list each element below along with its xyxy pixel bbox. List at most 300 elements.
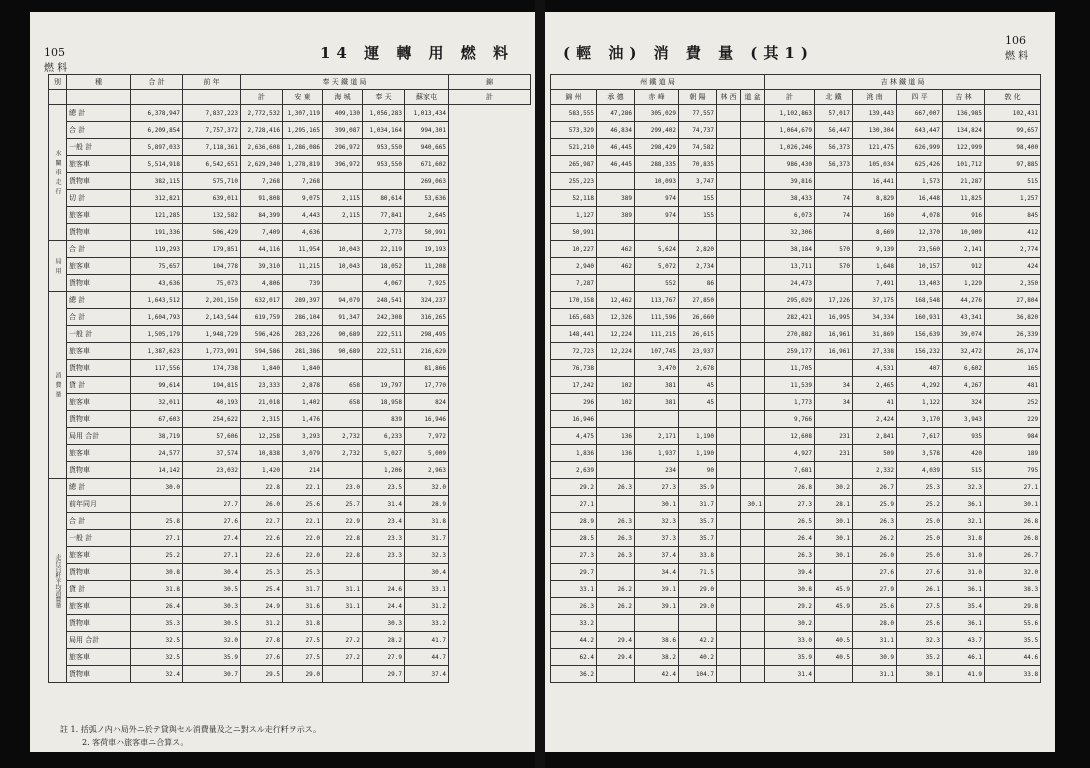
table-cell: 25.0: [897, 530, 943, 547]
table-cell: [131, 496, 183, 513]
table-cell: 27.7: [183, 496, 241, 513]
row-label: 一般 計: [67, 139, 131, 156]
table-cell: 1,307,119: [283, 105, 323, 122]
table-cell: [815, 615, 853, 632]
table-cell: [679, 411, 717, 428]
header-station: 洮 南: [853, 90, 897, 105]
table-cell: [717, 224, 741, 241]
table-cell: 1,937: [635, 445, 679, 462]
table-cell: 265,987: [551, 156, 597, 173]
table-cell: 27.6: [853, 564, 897, 581]
row-label: 貨物車: [67, 666, 131, 683]
table-row: [49, 292, 531, 309]
table-row: [551, 581, 1041, 598]
table-cell: 105,034: [853, 156, 897, 173]
table-cell: 28.9: [405, 496, 449, 513]
table-cell: 4,267: [943, 377, 985, 394]
table-cell: 282,421: [765, 309, 815, 326]
table-cell: 10,909: [943, 224, 985, 241]
table-cell: 940,665: [405, 139, 449, 156]
table-row: [551, 564, 1041, 581]
table-row: [49, 343, 531, 360]
table-cell: 9,766: [765, 411, 815, 428]
row-label: 局用 合計: [67, 632, 131, 649]
table-cell: [717, 666, 741, 683]
table-cell: 56,373: [815, 156, 853, 173]
table-cell: 658: [323, 394, 363, 411]
table-cell: 216,629: [405, 343, 449, 360]
table-cell: 45: [679, 377, 717, 394]
table-cell: 2,734: [679, 258, 717, 275]
table-cell: 583,555: [551, 105, 597, 122]
table-cell: 396,972: [323, 156, 363, 173]
table-cell: 33.2: [405, 615, 449, 632]
table-cell: 34.4: [635, 564, 679, 581]
table-row: [551, 360, 1041, 377]
table-cell: 248,541: [363, 292, 405, 309]
table-cell: 35.5: [985, 632, 1041, 649]
table-cell: 27.1: [985, 479, 1041, 496]
table-cell: 35.9: [183, 649, 241, 666]
row-label: 前年同月: [67, 496, 131, 513]
table-cell: 953,550: [363, 156, 405, 173]
table-cell: 28.9: [551, 513, 597, 530]
table-cell: 2,115: [323, 190, 363, 207]
table-cell: 515: [985, 173, 1041, 190]
table-cell: 29.2: [765, 598, 815, 615]
table-cell: [815, 411, 853, 428]
table-cell: 22.6: [241, 530, 283, 547]
table-cell: 99,614: [131, 377, 183, 394]
table-cell: 296,972: [323, 139, 363, 156]
table-cell: [717, 462, 741, 479]
table-row: [49, 258, 531, 275]
table-cell: [717, 411, 741, 428]
table-cell: 25.0: [897, 547, 943, 564]
table-cell: 29.4: [597, 649, 635, 666]
table-cell: [741, 343, 765, 360]
left-page-label: 燃 料: [44, 63, 68, 74]
table-cell: 242,308: [363, 309, 405, 326]
table-cell: 6,233: [363, 428, 405, 445]
table-cell: [741, 479, 765, 496]
table-cell: [717, 513, 741, 530]
table-row: [551, 547, 1041, 564]
table-row: [49, 598, 531, 615]
table-cell: [717, 530, 741, 547]
table-cell: 11,215: [283, 258, 323, 275]
table-cell: 36.1: [943, 615, 985, 632]
header-station: 朝 陽: [679, 90, 717, 105]
table-row: [551, 411, 1041, 428]
table-cell: [741, 564, 765, 581]
table-cell: [741, 598, 765, 615]
table-cell: 3,578: [897, 445, 943, 462]
table-cell: 27.1: [183, 547, 241, 564]
table-cell: 27.2: [323, 632, 363, 649]
table-cell: 658: [323, 377, 363, 394]
table-cell: 36.1: [943, 496, 985, 513]
table-cell: 22,119: [363, 241, 405, 258]
table-cell: 2,774: [985, 241, 1041, 258]
header-station: 敦 化: [985, 90, 1041, 105]
table-cell: 1,122: [897, 394, 943, 411]
table-cell: 626,999: [897, 139, 943, 156]
table-cell: [815, 224, 853, 241]
table-cell: 102,431: [985, 105, 1041, 122]
table-cell: 31.2: [405, 598, 449, 615]
table-cell: 21,018: [241, 394, 283, 411]
table-cell: 11,825: [943, 190, 985, 207]
table-cell: 3,079: [283, 445, 323, 462]
table-cell: 381: [635, 377, 679, 394]
table-cell: 7,491: [853, 275, 897, 292]
table-cell: [717, 615, 741, 632]
table-cell: 91,808: [241, 190, 283, 207]
table-cell: 573,329: [551, 122, 597, 139]
table-cell: [323, 615, 363, 632]
table-cell: 27.2: [323, 649, 363, 666]
table-cell: 30.5: [183, 615, 241, 632]
table-cell: 30.4: [405, 564, 449, 581]
table-cell: 24,577: [131, 445, 183, 462]
row-label: 合 計: [67, 513, 131, 530]
table-row: [551, 394, 1041, 411]
table-cell: [679, 615, 717, 632]
table-cell: 43,341: [943, 309, 985, 326]
table-cell: [741, 258, 765, 275]
row-label: 旅客車: [67, 649, 131, 666]
table-cell: 30.8: [131, 564, 183, 581]
row-group-label: 走行百粁平均消費量: [49, 479, 67, 683]
table-cell: 1,476: [283, 411, 323, 428]
table-row: [49, 649, 531, 666]
table-cell: 30.2: [765, 615, 815, 632]
table-row: [49, 224, 531, 241]
table-cell: [323, 462, 363, 479]
table-cell: 39,310: [241, 258, 283, 275]
table-cell: 23,032: [183, 462, 241, 479]
table-cell: [741, 105, 765, 122]
table-cell: [717, 496, 741, 513]
table-cell: 31.8: [131, 581, 183, 598]
table-cell: 1,648: [853, 258, 897, 275]
table-cell: 974: [635, 190, 679, 207]
table-row: [49, 309, 531, 326]
table-cell: 2,639: [551, 462, 597, 479]
table-cell: 62.4: [551, 649, 597, 666]
table-cell: 231: [815, 445, 853, 462]
table-cell: 2,772,532: [241, 105, 283, 122]
row-label: 局用 合計: [67, 428, 131, 445]
table-cell: 77,841: [363, 207, 405, 224]
table-cell: 570: [815, 241, 853, 258]
table-cell: [635, 615, 679, 632]
table-cell: 160,931: [897, 309, 943, 326]
table-cell: 2,636,608: [241, 139, 283, 156]
table-cell: 16,946: [405, 411, 449, 428]
table-cell: 121,285: [131, 207, 183, 224]
row-group-label: 水 關 車 走 行: [49, 105, 67, 241]
table-cell: [717, 292, 741, 309]
row-group-label: 局 用: [49, 241, 67, 292]
table-cell: 1,013,434: [405, 105, 449, 122]
table-cell: 37.3: [635, 530, 679, 547]
table-cell: 31.1: [323, 581, 363, 598]
table-cell: 7,972: [405, 428, 449, 445]
table-row: [49, 241, 531, 258]
table-cell: 2,841: [853, 428, 897, 445]
table-row: [551, 139, 1041, 156]
table-cell: 521,210: [551, 139, 597, 156]
table-cell: 45.9: [815, 581, 853, 598]
table-cell: 32.3: [405, 547, 449, 564]
table-cell: 1,948,729: [183, 326, 241, 343]
row-label: 合 計: [67, 122, 131, 139]
table-cell: 9,139: [853, 241, 897, 258]
table-cell: [597, 360, 635, 377]
table-cell: 283,226: [283, 326, 323, 343]
table-cell: 2,332: [853, 462, 897, 479]
table-cell: [717, 547, 741, 564]
table-cell: [741, 513, 765, 530]
table-cell: [679, 224, 717, 241]
table-cell: [717, 309, 741, 326]
table-cell: 194,815: [183, 377, 241, 394]
table-cell: 111,215: [635, 326, 679, 343]
table-cell: 81,866: [405, 360, 449, 377]
table-row: [49, 190, 531, 207]
table-cell: 5,514,918: [131, 156, 183, 173]
table-cell: 7,268: [241, 173, 283, 190]
table-cell: 38,184: [765, 241, 815, 258]
table-cell: 2,732: [323, 445, 363, 462]
table-cell: 56,373: [815, 139, 853, 156]
table-cell: [741, 122, 765, 139]
row-label: 貸 計: [67, 581, 131, 598]
table-cell: 420: [943, 445, 985, 462]
table-cell: 148,441: [551, 326, 597, 343]
table-cell: 1,034,164: [363, 122, 405, 139]
table-cell: 31.4: [765, 666, 815, 683]
table-cell: 80,614: [363, 190, 405, 207]
table-cell: 25.7: [323, 496, 363, 513]
table-cell: 43,636: [131, 275, 183, 292]
table-cell: [323, 360, 363, 377]
table-cell: [717, 326, 741, 343]
table-cell: 22.7: [241, 513, 283, 530]
table-cell: 35.9: [679, 479, 717, 496]
table-cell: 23,560: [897, 241, 943, 258]
left-page-title: 14 運 轉 用 燃 料: [320, 44, 514, 62]
table-cell: 43.7: [943, 632, 985, 649]
table-cell: 156,232: [897, 343, 943, 360]
table-cell: [815, 564, 853, 581]
table-cell: 44.7: [405, 649, 449, 666]
table-cell: [323, 275, 363, 292]
table-cell: 1,056,283: [363, 105, 405, 122]
table-cell: 46,445: [597, 156, 635, 173]
table-cell: 27.5: [283, 649, 323, 666]
table-cell: [741, 360, 765, 377]
table-row: [551, 632, 1041, 649]
table-cell: 3,747: [679, 173, 717, 190]
table-cell: 74,582: [679, 139, 717, 156]
table-cell: 5,897,033: [131, 139, 183, 156]
row-label: 切 計: [67, 190, 131, 207]
table-cell: [323, 666, 363, 683]
table-cell: 17,770: [405, 377, 449, 394]
table-cell: 25.3: [241, 564, 283, 581]
table-cell: 23.0: [323, 479, 363, 496]
table-cell: 29.0: [283, 666, 323, 683]
table-cell: 55.6: [985, 615, 1041, 632]
row-label: 旅客車: [67, 445, 131, 462]
table-cell: 31.1: [853, 666, 897, 683]
table-cell: 26.0: [853, 547, 897, 564]
table-cell: 8,669: [853, 224, 897, 241]
table-cell: [597, 224, 635, 241]
table-cell: 36.1: [943, 581, 985, 598]
table-row: [551, 377, 1041, 394]
table-cell: 41.9: [943, 666, 985, 683]
table-cell: 18,052: [363, 258, 405, 275]
header-fengtian-bureau: 奉 天 鐵 道 局: [241, 75, 449, 90]
table-row: [551, 666, 1041, 683]
table-cell: 25.2: [897, 496, 943, 513]
table-cell: 27.6: [241, 649, 283, 666]
table-cell: 11,539: [765, 377, 815, 394]
table-cell: 594,586: [241, 343, 283, 360]
table-cell: 30.1: [741, 496, 765, 513]
table-cell: 25.2: [131, 547, 183, 564]
table-cell: 90,689: [323, 326, 363, 343]
table-cell: 27.1: [131, 530, 183, 547]
table-cell: 13,403: [897, 275, 943, 292]
row-label: 旅客車: [67, 343, 131, 360]
table-cell: 7,118,361: [183, 139, 241, 156]
table-cell: 10,227: [551, 241, 597, 258]
table-cell: 22.6: [241, 547, 283, 564]
table-cell: [323, 224, 363, 241]
table-cell: [741, 530, 765, 547]
table-cell: 3,943: [943, 411, 985, 428]
table-cell: 37,175: [853, 292, 897, 309]
table-cell: 953,550: [363, 139, 405, 156]
table-cell: 136: [597, 428, 635, 445]
header-fengtian: 奉 天: [363, 90, 405, 105]
table-row: [551, 241, 1041, 258]
table-cell: 11,954: [283, 241, 323, 258]
table-cell: 298,495: [405, 326, 449, 343]
table-cell: 1,102,863: [765, 105, 815, 122]
table-cell: 36.2: [551, 666, 597, 683]
table-cell: 30.8: [765, 581, 815, 598]
table-cell: 165: [985, 360, 1041, 377]
table-cell: 5,072: [635, 258, 679, 275]
table-cell: 102: [597, 377, 635, 394]
table-cell: 29.7: [363, 666, 405, 683]
table-cell: [597, 462, 635, 479]
table-cell: 75,073: [183, 275, 241, 292]
table-cell: [635, 224, 679, 241]
table-cell: 76,738: [551, 360, 597, 377]
table-cell: 136,985: [943, 105, 985, 122]
table-row: [551, 598, 1041, 615]
table-cell: 916: [943, 207, 985, 224]
table-cell: 26.3: [765, 547, 815, 564]
table-cell: 1,286,086: [283, 139, 323, 156]
table-cell: 5,027: [363, 445, 405, 462]
table-row: [551, 122, 1041, 139]
table-cell: 32.5: [131, 632, 183, 649]
table-cell: 52,118: [551, 190, 597, 207]
table-cell: 2,728,416: [241, 122, 283, 139]
table-cell: 29.4: [597, 632, 635, 649]
table-cell: 27,850: [679, 292, 717, 309]
table-cell: 12,608: [765, 428, 815, 445]
table-cell: 24.4: [363, 598, 405, 615]
header-prev-year: 前 年: [183, 75, 241, 90]
table-cell: 1,840: [241, 360, 283, 377]
table-cell: 130,304: [853, 122, 897, 139]
table-cell: 136: [597, 445, 635, 462]
table-row: [551, 462, 1041, 479]
table-cell: 5,009: [405, 445, 449, 462]
table-cell: 4,636: [283, 224, 323, 241]
table-row: [551, 343, 1041, 360]
table-cell: 28.1: [815, 496, 853, 513]
table-row: [49, 479, 531, 496]
table-cell: 40.2: [679, 649, 717, 666]
table-cell: [597, 615, 635, 632]
table-cell: 289,397: [283, 292, 323, 309]
table-cell: 389: [597, 207, 635, 224]
table-cell: 191,336: [131, 224, 183, 241]
table-cell: [741, 156, 765, 173]
table-cell: [741, 190, 765, 207]
table-cell: 40.5: [815, 632, 853, 649]
table-cell: 2,141: [943, 241, 985, 258]
table-cell: 2,115: [323, 207, 363, 224]
table-cell: 155: [679, 207, 717, 224]
table-cell: 575,710: [183, 173, 241, 190]
table-cell: 160: [853, 207, 897, 224]
table-cell: [597, 411, 635, 428]
table-cell: 111,596: [635, 309, 679, 326]
table-cell: 16,995: [815, 309, 853, 326]
table-cell: 32.0: [985, 564, 1041, 581]
table-cell: 34: [815, 377, 853, 394]
table-cell: 35.4: [943, 598, 985, 615]
table-cell: 42.2: [679, 632, 717, 649]
table-cell: 32,011: [131, 394, 183, 411]
table-cell: 2,424: [853, 411, 897, 428]
table-cell: 170,158: [551, 292, 597, 309]
table-cell: 305,029: [635, 105, 679, 122]
table-cell: 4,443: [283, 207, 323, 224]
row-label: 貨物車: [67, 615, 131, 632]
table-cell: 10,043: [323, 258, 363, 275]
header-station: 吉 林: [943, 90, 985, 105]
table-cell: 2,315: [241, 411, 283, 428]
table-cell: 41.7: [405, 632, 449, 649]
table-cell: 1,257: [985, 190, 1041, 207]
table-cell: 1,402: [283, 394, 323, 411]
table-cell: 23.5: [363, 479, 405, 496]
table-cell: 10,043: [323, 241, 363, 258]
table-cell: 30.1: [985, 496, 1041, 513]
